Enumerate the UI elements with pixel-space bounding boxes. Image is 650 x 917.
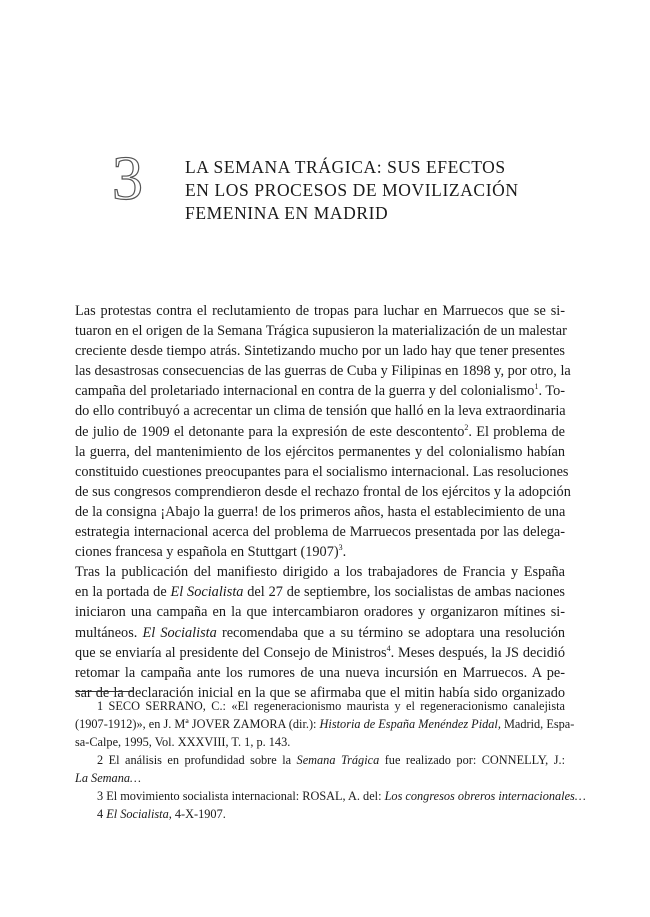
footnote-3: 3 El movimiento socialista internacional: ROSAL, A. del: Los congresos obreros internacionales…	[97, 789, 586, 803]
footnote-1-line: sa-Calpe, 1995, Vol. XXXVIII, T. 1, p. 143.	[75, 735, 291, 749]
chapter-title-line: EN LOS PROCESOS DE MOVILIZACIÓN	[185, 180, 519, 200]
body-line: Las protestas contra el reclutamiento de tropas para luchar en Marruecos que se si-	[75, 303, 565, 319]
footnote-1: 1 SECO SERRANO, C.: «El regeneracionismo maurista y el regeneracionismo canalejista	[97, 699, 565, 713]
footnote-divider	[75, 691, 133, 692]
footnote-ref[interactable]: 3	[338, 543, 343, 553]
body-line: las desastrosas consecuencias de las guerras de Cuba y Filipinas en 1898 y, por otro, la	[75, 363, 571, 380]
body-line: tuaron en el origen de la Semana Trágica supusieron la materialización de un malestar	[75, 323, 567, 340]
body-line: ciones francesa y española en Stuttgart $(1907)^3$.	[75, 543, 347, 561]
chapter-title	[185, 156, 519, 225]
body-line: de la consigna ¡Abajo la guerra! de los primeros años, hasta el establecimiento de una	[75, 503, 566, 520]
body-line: constituido cuestiones preocupantes para el socialismo internacional. Las resoluciones	[75, 463, 569, 480]
body-line: creciente desde tiempo atrás. Sintetizando mucho por un lado hay que tener presentes	[75, 343, 565, 360]
footnote-2-line: La Semana…	[75, 771, 141, 785]
body-text	[75, 301, 571, 703]
body-line: retomar la campaña ante los rumores de una nueva incursión en Marruecos. A pe-	[75, 664, 565, 681]
body-line: iniciaron una campaña en la que intercambiaron oradores y organizaron mítines si-	[75, 604, 565, 621]
body-line: do ello contribuyó a acrecentar un clima de tensión que halló en la leva extraordinaria	[75, 403, 566, 420]
footnote-ref[interactable]: 1	[534, 382, 539, 392]
body-line: multáneos. El Socialista recomendaba que a su término se adoptara una resolución	[75, 624, 565, 641]
body-line: que se enviaría al presidente del Consejo de Ministros$^4$. Meses después, la JS decidió	[75, 643, 565, 661]
footnote-1-line: (1907-1912)», en J. Mª JOVER ZAMORA (dir.): Historia de España Menéndez Pidal, Madrid, Espa-	[75, 717, 575, 731]
chapter-title-line: FEMENINA EN MADRID	[185, 203, 389, 223]
body-line: de julio de 1909 el detonante para la expresión de este descontento$^2$. El problema de	[75, 422, 565, 440]
body-line: Tras la publicación del manifiesto dirigido a los trabajadores de Francia y España	[75, 564, 565, 581]
footnote-ref[interactable]: 4	[386, 643, 391, 653]
body-line: estrategia internacional acerca del problema de Marruecos presentada por las delega-	[75, 524, 565, 541]
footnotes	[75, 697, 586, 823]
body-line: campaña del proletariado internacional en contra de la guerra y del colonialismo$^1$. To-	[75, 382, 565, 400]
body-line: sar de la declaración inicial en la que se afirmaba que el mitin había sido organizado	[75, 684, 565, 701]
body-line: de sus congresos comprendieron desde el rechazo frontal de los ejércitos y la adopción	[75, 483, 571, 500]
footnote-ref[interactable]: 2	[464, 422, 469, 432]
body-line: la guerra, del mantenimiento de los ejércitos permanentes y del colonialismo habían	[75, 443, 565, 460]
footnote-2: 2 El análisis en profundidad sobre la Semana Trágica fue realizado por: CONNELLY, J.:	[97, 753, 565, 767]
chapter-number: 3	[112, 145, 143, 213]
footnote-4: 4 El Socialista, 4-X-1907.	[97, 807, 226, 821]
chapter-title-line: LA SEMANA TRÁGICA: SUS EFECTOS	[185, 157, 506, 177]
body-line: en la portada de El Socialista del 27 de septiembre, los socialistas de ambas naciones	[75, 584, 565, 601]
